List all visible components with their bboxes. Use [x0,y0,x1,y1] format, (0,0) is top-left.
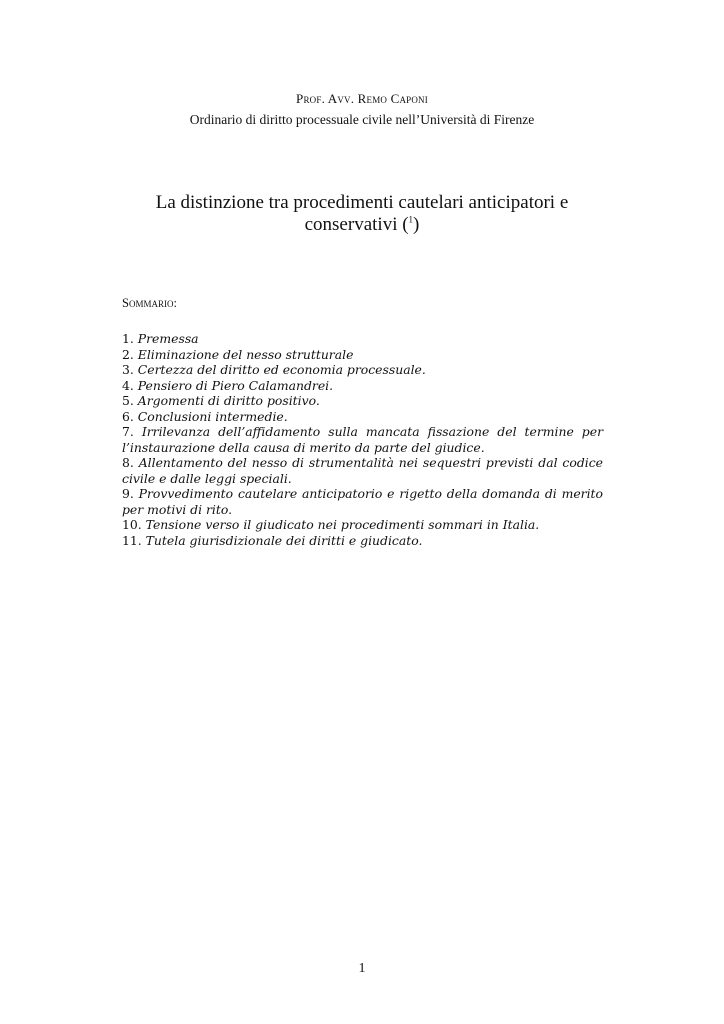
summary-item-text: Pensiero di Piero Calamandrei. [137,377,334,393]
summary-item [122,533,603,549]
summary-list [122,331,603,548]
summary-item [122,393,603,409]
summary-item [122,409,603,425]
summary-item-text: Irrilevanza dell’affidamento sulla mancata fissazione del termine per l’instaurazione della causa di merito da parte del giudice. [122,424,603,455]
summary-item-text: Certezza del diritto ed economia processuale. [137,362,426,377]
summary-item-text: Tensione verso il giudicato nei procedimenti sommari in Italia. [145,517,540,532]
summary-item-number: 9. [122,486,134,501]
summary-item [122,362,603,378]
summary-item-number: 4. [122,377,134,393]
summary-item-number: 7. [122,424,134,439]
summary-item-number: 2. [122,346,134,362]
affiliation-line: Ordinario di diritto processuale civile nell’Università di Firenze [189,112,535,127]
summary-item [122,347,603,363]
summary-item [122,424,603,455]
page-number: 1 [358,961,366,976]
summary-item [122,517,603,533]
summary-item-text: Argomenti di diritto positivo. [137,393,320,408]
title-closing-paren: ) [413,214,420,235]
summary-item [122,486,603,517]
footnote-reference[interactable]: 1 [408,214,414,225]
summary-item-number: 3. [122,362,134,377]
summary-item-number: 11. [122,532,142,548]
summary-item-text: Provvedimento cautelare anticipatorio e rigetto della domanda di merito per motivi di rito. [122,486,603,517]
summary-item-number: 5. [122,393,134,408]
author-line: Prof. Avv. Remo Caponi [296,91,428,106]
summary-item-text: Conclusioni intermedie. [137,408,288,424]
summary-item-text: Tutela giurisdizionale dei diritti e giudicato. [145,532,423,548]
summary-item-number: 8. [122,455,134,470]
summary-item-text: Premessa [137,331,199,346]
summary-item-text: Eliminazione del nesso strutturale [137,346,354,362]
summary-item-number: 1. [122,331,134,346]
summary-heading: Sommario: [122,296,177,310]
summary-item [122,331,603,347]
summary-item-number: 10. [122,517,142,532]
summary-item [122,378,603,394]
document-title [122,192,602,236]
summary-item-number: 6. [122,408,134,424]
title-text: La distinzione tra procedimenti cautelari anticipatori e conservativi ( [155,192,569,235]
summary-item [122,455,603,486]
summary-item-text: Allentamento del nesso di strumentalità nei sequestri previsti dal codice civile e dalle leggi speciali. [122,455,603,486]
